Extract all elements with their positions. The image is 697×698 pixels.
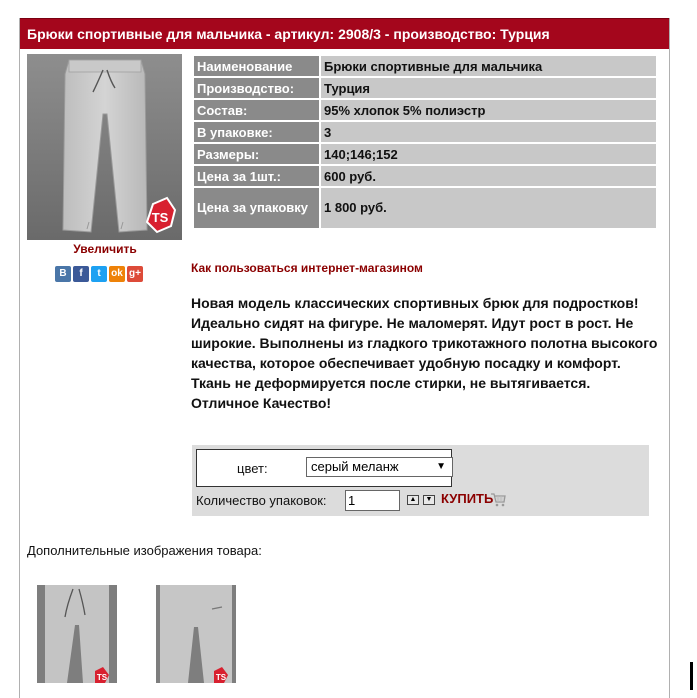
spec-row xyxy=(194,144,656,164)
spec-value: 3 xyxy=(321,122,656,142)
svg-text:TS: TS xyxy=(96,673,108,682)
spec-value: 95% хлопок 5% полиэстр xyxy=(321,100,656,120)
color-select[interactable] xyxy=(306,457,453,477)
svg-text:TS: TS xyxy=(215,673,227,682)
product-description: Новая модель классических спортивных брюк для подростков! Идеально сидят на фигуре. Не маломерят. Идут рост в рост. Не широкие. Выполнены из гладкого трикотажного полотна высокого качества, которое обеспечивает удобную посадку и комфорт. Ткань не деформируется после стирки, не вытягивается. Отличное Качество! xyxy=(191,295,658,411)
facebook-icon[interactable]: f xyxy=(73,266,89,282)
spec-row xyxy=(194,100,656,120)
spec-value: 1 800 руб. xyxy=(321,188,656,228)
social-share-bar xyxy=(55,266,143,282)
spec-row xyxy=(194,78,656,98)
quantity-label: Количество упаковок: xyxy=(196,493,327,508)
color-picker-box xyxy=(196,449,452,487)
spec-key: Размеры: xyxy=(194,144,319,164)
spec-key: Цена за упаковку xyxy=(194,188,319,228)
spec-row xyxy=(194,188,656,228)
pants-image xyxy=(27,54,182,240)
twitter-icon[interactable]: t xyxy=(91,266,107,282)
odnoklassniki-icon[interactable]: ok xyxy=(109,266,125,282)
enlarge-link[interactable]: Увеличить xyxy=(73,242,137,256)
spec-value: 140;146;152 xyxy=(321,144,656,164)
order-panel xyxy=(192,445,649,516)
pants-closeup-image xyxy=(37,585,117,683)
svg-text:TS: TS xyxy=(151,210,169,225)
spec-key: Цена за 1шт.: xyxy=(194,166,319,186)
product-title: Брюки спортивные для мальчика - артикул: 2908/3 - производство: Турция xyxy=(20,18,669,49)
color-select-value: серый меланж xyxy=(311,459,399,474)
cart-icon[interactable] xyxy=(490,492,506,507)
pants-back-image xyxy=(156,585,236,683)
vkontakte-icon[interactable]: B xyxy=(55,266,71,282)
spec-key: Производство: xyxy=(194,78,319,98)
dropdown-arrow-icon: ▼ xyxy=(436,461,446,472)
spec-key: В упаковке: xyxy=(194,122,319,142)
specs-table xyxy=(192,54,658,230)
main-product-photo[interactable] xyxy=(27,54,182,240)
quantity-down-icon[interactable]: ▼ xyxy=(423,495,435,505)
spec-row xyxy=(194,166,656,186)
spec-row xyxy=(194,122,656,142)
more-images-title: Дополнительные изображения товара: xyxy=(27,543,262,558)
spec-key: Состав: xyxy=(194,100,319,120)
spec-value: Турция xyxy=(321,78,656,98)
spec-row xyxy=(194,56,656,76)
spec-value: 600 руб. xyxy=(321,166,656,186)
buy-button[interactable]: КУПИТЬ xyxy=(441,491,494,506)
spec-key: Наименование xyxy=(194,56,319,76)
product-frame xyxy=(19,18,670,698)
howto-link[interactable]: Как пользоваться интернет-магазином xyxy=(191,261,423,275)
quantity-input[interactable]: 1 xyxy=(345,490,400,511)
thumbnail-image[interactable] xyxy=(37,585,117,683)
quantity-up-icon[interactable]: ▲ xyxy=(407,495,419,505)
thumbnail-image[interactable] xyxy=(156,585,236,683)
color-label: цвет: xyxy=(237,461,268,476)
scroll-indicator xyxy=(690,662,693,690)
spec-value: Брюки спортивные для мальчика xyxy=(321,56,656,76)
google-plus-icon[interactable]: g+ xyxy=(127,266,143,282)
